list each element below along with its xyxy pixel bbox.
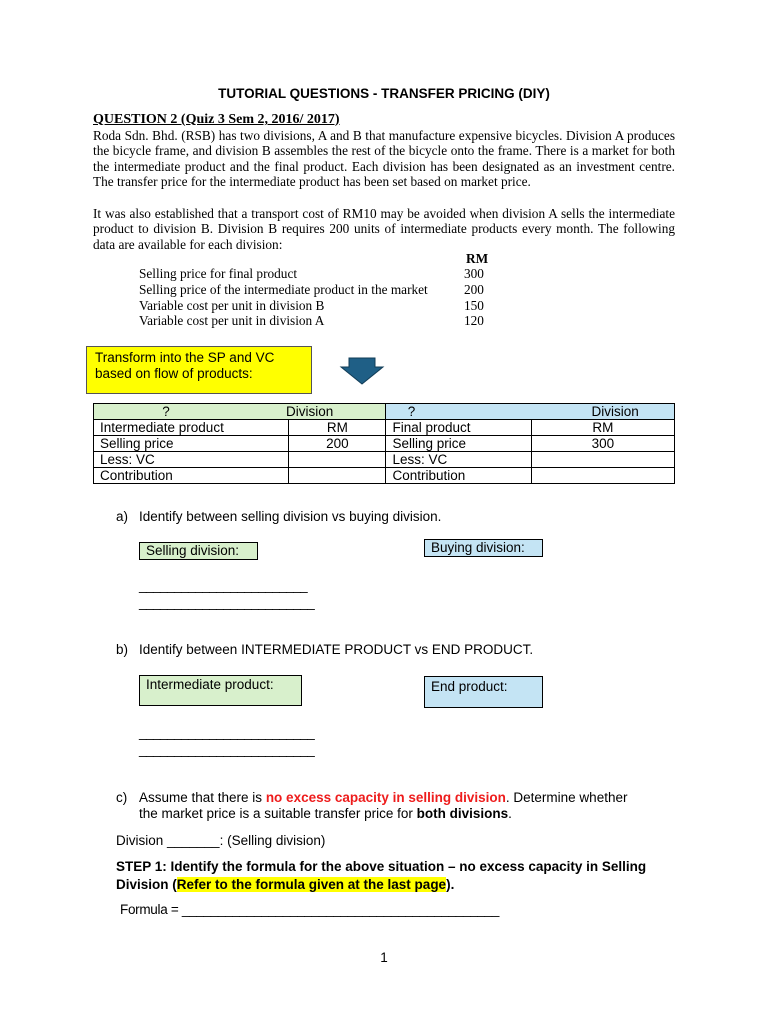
transform-note: Transform into the SP and VC based on flow of products:	[86, 346, 312, 394]
data-row-value: 200	[464, 282, 484, 297]
step1-instruction: STEP 1: Identify the formula for the above situation – no excess capacity in Selling Division (Refer to the formula given at the last page).	[116, 859, 647, 892]
data-row-label: Variable cost per unit in division A	[139, 313, 325, 328]
selling-division-box: Selling division:	[139, 542, 258, 560]
data-paragraph: It was also established that a transport cost of RM10 may be avoided when division A sells the intermediate product to division B. Division B requires 200 units of intermediate products every month. The following data are available for each division:	[93, 206, 675, 252]
flow-table	[93, 403, 675, 484]
answer-blank[interactable]: ________________________	[139, 578, 308, 593]
page-number: 1	[380, 950, 388, 965]
unit-header: RM	[466, 251, 489, 266]
buying-division-header: ? Division	[386, 404, 675, 420]
part-c-text: Assume that there is no excess capacity in selling division. Determine whether the market price is a suitable transfer price for both divisions.	[139, 790, 628, 821]
table-row	[94, 404, 675, 420]
division-line: Division _______: (Selling division)	[116, 833, 326, 848]
formula-line[interactable]: Formula = ____________________________________________	[120, 902, 500, 917]
question-heading: QUESTION 2 (Quiz 3 Sem 2, 2016/ 2017)	[93, 112, 340, 127]
table-row: Intermediate product RM Final product RM	[94, 420, 675, 436]
data-row-label: Selling price for final product	[139, 266, 298, 281]
part-a-text: Identify between selling division vs buying division.	[139, 509, 442, 524]
intermediate-product-box: Intermediate product:	[139, 675, 302, 706]
part-b-text: Identify between INTERMEDIATE PRODUCT vs END PRODUCT.	[139, 642, 534, 657]
answer-blank[interactable]: _________________________	[139, 595, 315, 610]
part-c-marker: c)	[116, 790, 128, 805]
intro-paragraph: Roda Sdn. Bhd. (RSB) has two divisions, A and B that manufacture expensive bicycles. Division A produces the bicycle frame, and division B assembles the rest of the bicycle onto the frame. There is a market for both the intermediate product and the final product. Each division has been designated as an investment centre. The transfer price for the intermediate product has been set based on market price.	[93, 128, 675, 189]
table-row: Contribution Contribution	[94, 468, 675, 484]
table-row: Less: VC Less: VC	[94, 452, 675, 468]
answer-blank[interactable]: _________________________	[139, 725, 315, 740]
page-title: TUTORIAL QUESTIONS - TRANSFER PRICING (DIY)	[218, 86, 550, 101]
buying-division-box: Buying division:	[424, 539, 543, 557]
data-row-value: 300	[464, 266, 484, 281]
selling-division-header: ? Division	[94, 404, 386, 420]
part-b-marker: b)	[116, 642, 129, 657]
data-row-value: 150	[464, 298, 484, 313]
data-row-label: Selling price of the intermediate product in the market	[139, 282, 428, 297]
part-a-marker: a)	[116, 509, 129, 524]
end-product-box: End product:	[424, 676, 543, 708]
data-row-value: 120	[464, 313, 484, 328]
down-arrow-icon	[339, 357, 385, 385]
table-row: Selling price 200 Selling price 300	[94, 436, 675, 452]
answer-blank[interactable]: _________________________	[139, 742, 315, 757]
data-row-label: Variable cost per unit in division B	[139, 298, 325, 313]
